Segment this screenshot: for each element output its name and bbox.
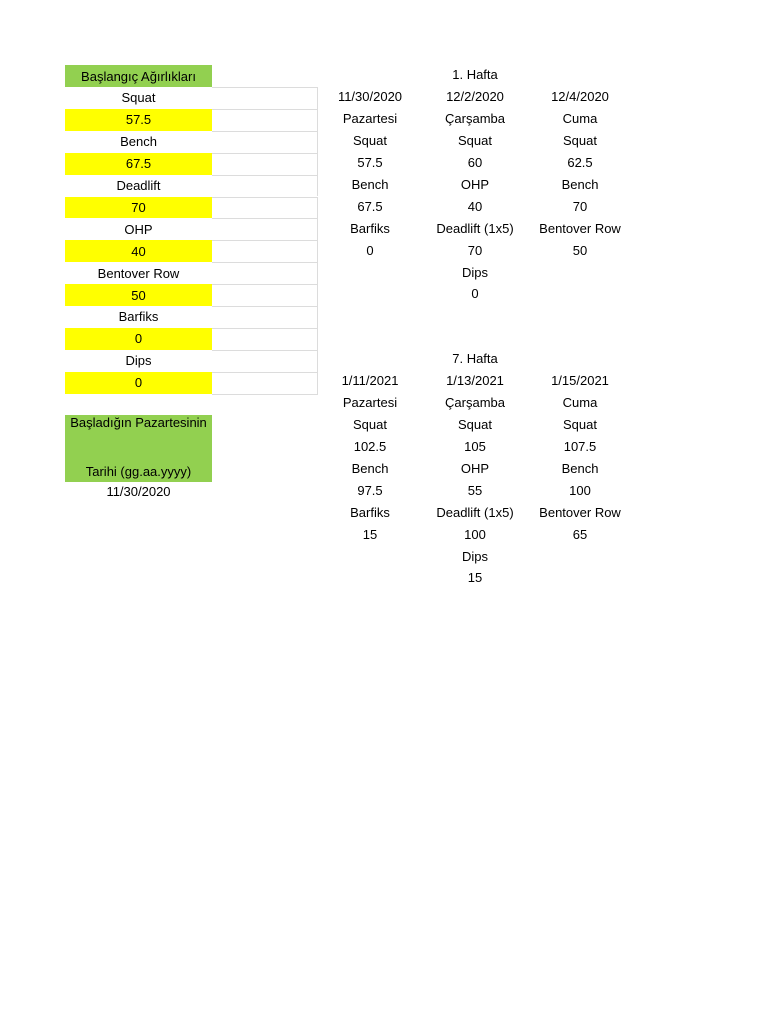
weight-value[interactable]: 70 [65, 197, 212, 219]
week-title: 7. Hafta [452, 351, 498, 367]
day-name: Çarşamba [445, 111, 505, 127]
exercise-weight: 55 [467, 482, 483, 498]
empty-cell[interactable] [212, 328, 318, 350]
exercise-weight: 65 [572, 526, 588, 542]
day-date: 1/15/2021 [551, 373, 609, 389]
start-date-label-line1: Başladığın Pazartesinin [70, 414, 207, 430]
exercise-weight: 100 [569, 482, 591, 498]
day-name: Çarşamba [445, 395, 505, 411]
exercise-name: Squat [458, 133, 492, 149]
empty-cell[interactable] [212, 218, 318, 240]
start-date-label-line2: Tarihi (gg.aa.yyyy) [85, 463, 192, 479]
weight-value[interactable]: 0 [65, 328, 212, 350]
exercise-name: OHP [460, 176, 490, 192]
exercise-name: Squat [353, 417, 387, 433]
empty-cell[interactable] [212, 372, 318, 394]
exercise-weight: 60 [467, 155, 483, 171]
exercise-weight: 62.5 [567, 155, 593, 171]
day-name: Pazartesi [342, 395, 398, 411]
exercise-weight: 0 [366, 242, 374, 258]
exercise-weight: 70 [572, 198, 588, 214]
exercise-weight: 57.5 [357, 155, 383, 171]
weight-value[interactable]: 50 [65, 284, 212, 306]
exercise-name: Bench [351, 460, 389, 476]
exercise-weight: 97.5 [357, 482, 383, 498]
empty-cell[interactable] [212, 197, 318, 219]
weight-value[interactable]: 67.5 [65, 153, 212, 175]
empty-cell[interactable] [212, 262, 318, 284]
empty-cell[interactable] [212, 131, 318, 153]
empty-cell[interactable] [212, 109, 318, 131]
exercise-name: Deadlift (1x5) [436, 220, 514, 236]
weight-value[interactable]: 40 [65, 240, 212, 262]
exercise-name: OHP [460, 460, 490, 476]
exercise-weight: 107.5 [563, 439, 597, 455]
exercise-name: Bench [561, 176, 599, 192]
day-date: 1/11/2021 [341, 373, 399, 389]
weight-label: Squat [121, 90, 156, 106]
day-date: 11/30/2020 [337, 89, 403, 105]
exercise-name: Bench [351, 176, 389, 192]
weight-label: Barfiks [118, 309, 159, 325]
exercise-weight: 102.5 [353, 439, 387, 455]
empty-cell[interactable] [212, 153, 318, 175]
weight-value[interactable]: 0 [65, 372, 212, 394]
weight-label: Dips [125, 353, 152, 369]
exercise-name: Barfiks [350, 504, 390, 520]
exercise-name: Deadlift (1x5) [436, 504, 514, 520]
exercise-name: Squat [353, 133, 387, 149]
empty-cell[interactable] [212, 240, 318, 262]
start-date-value[interactable]: 11/30/2020 [106, 483, 171, 499]
weight-value[interactable]: 57.5 [65, 109, 212, 131]
exercise-name: Squat [563, 133, 597, 149]
exercise-weight: 100 [464, 526, 486, 542]
empty-cell[interactable] [212, 87, 318, 109]
grid-bottom-border [212, 394, 318, 395]
exercise-name: Dips [461, 264, 488, 280]
week-title: 1. Hafta [452, 67, 498, 83]
exercise-weight: 70 [467, 242, 483, 258]
weight-label: OHP [124, 221, 153, 237]
exercise-weight: 50 [572, 242, 588, 258]
exercise-name: Dips [461, 548, 488, 564]
weight-label: Deadlift [116, 178, 161, 194]
exercise-weight: 67.5 [357, 198, 383, 214]
exercise-weight: 15 [362, 526, 378, 542]
day-name: Pazartesi [342, 111, 398, 127]
exercise-name: Bentover Row [539, 504, 621, 520]
day-date: 12/2/2020 [446, 89, 504, 105]
day-name: Cuma [562, 111, 598, 127]
exercise-name: Squat [458, 417, 492, 433]
exercise-name: Bench [561, 460, 599, 476]
exercise-weight: 105 [464, 439, 486, 455]
day-name: Cuma [562, 395, 598, 411]
empty-cell[interactable] [212, 284, 318, 306]
weight-label: Bench [120, 134, 157, 150]
starting-weights-header: Başlangıç Ağırlıkları [65, 65, 212, 87]
empty-cell[interactable] [212, 175, 318, 197]
exercise-name: Barfiks [350, 220, 390, 236]
start-date-label [65, 415, 212, 482]
exercise-weight: 15 [467, 570, 483, 586]
exercise-name: Squat [563, 417, 597, 433]
exercise-name: Bentover Row [539, 220, 621, 236]
exercise-weight: 0 [471, 286, 479, 302]
exercise-weight: 40 [467, 198, 483, 214]
day-date: 1/13/2021 [446, 373, 504, 389]
empty-cell[interactable] [212, 306, 318, 328]
empty-cell[interactable] [212, 350, 318, 372]
weight-label: Bentover Row [97, 265, 180, 281]
day-date: 12/4/2020 [551, 89, 609, 105]
